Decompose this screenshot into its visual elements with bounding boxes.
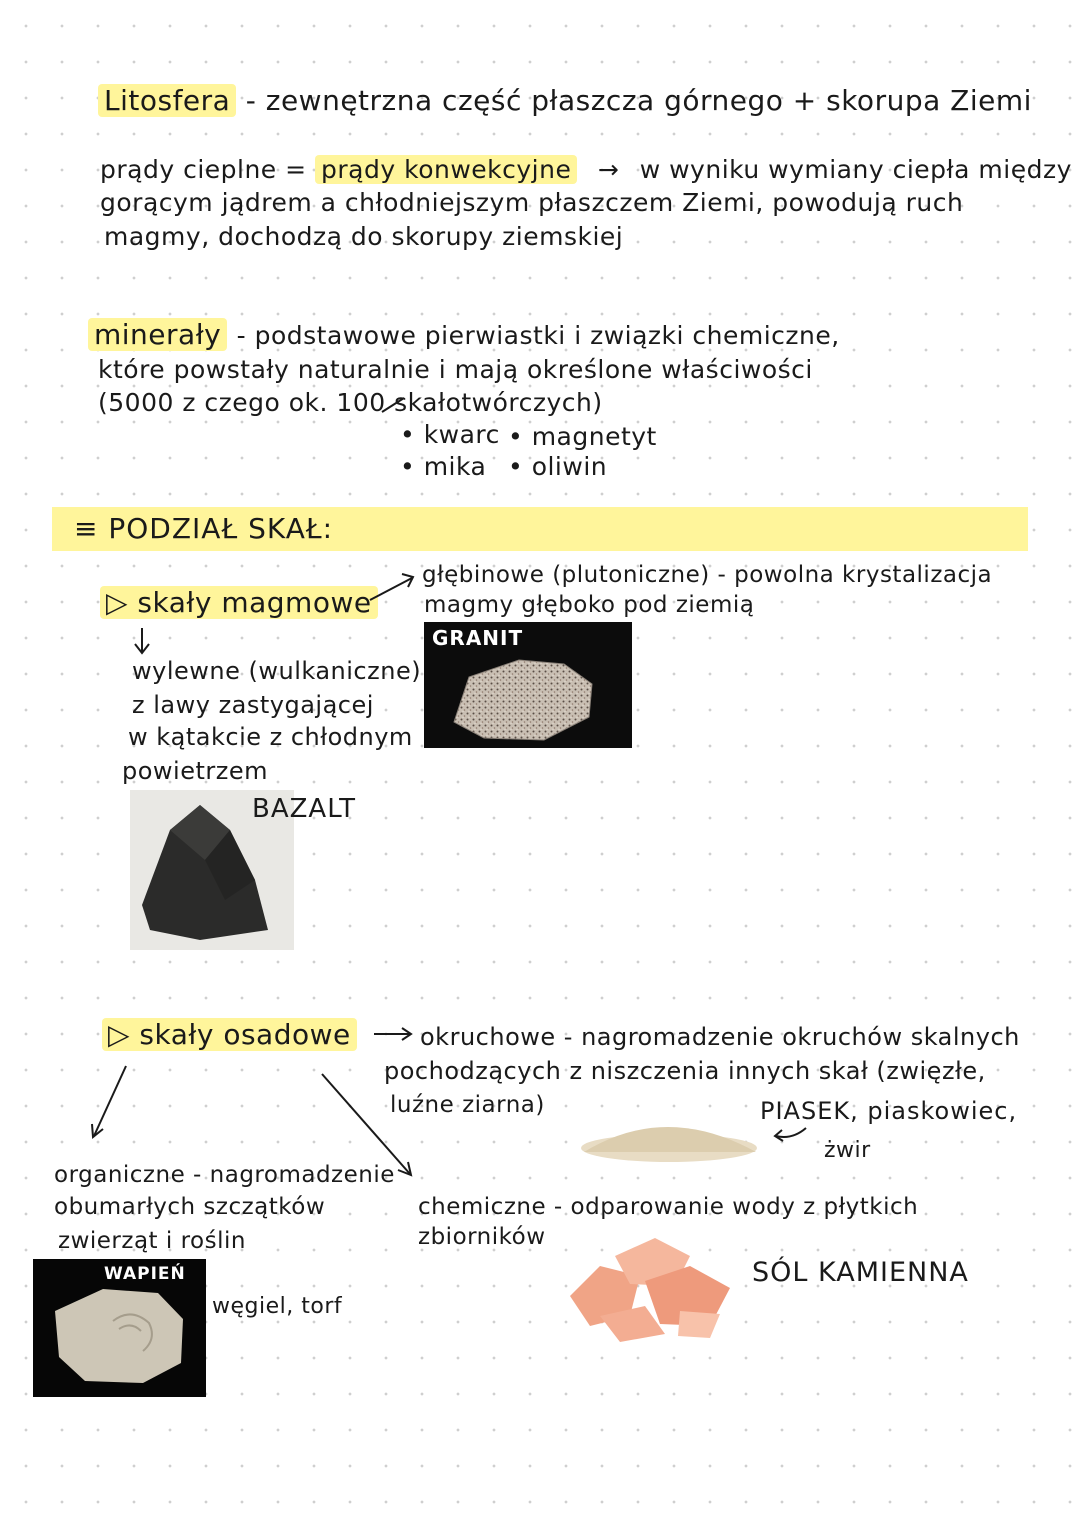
mineraly-term: minerały [88, 318, 227, 351]
glebinowe-line1: głębinowe (plutoniczne) - powolna krystalizacja [422, 562, 993, 588]
mineraly-line3: (5000 z czego ok. 100 skałotwórczych) [98, 388, 603, 417]
prady-line1-rest: w wyniku wymiany ciepła między [639, 155, 1072, 184]
osadowe-title: ▷ skały osadowe [102, 1018, 357, 1051]
chemiczne-line1: chemiczne - odparowanie wody z płytkich [418, 1194, 919, 1220]
wylewne-line2: z lawy zastygającej [132, 691, 374, 719]
wapien-label: WAPIEŃ [104, 1264, 186, 1284]
prady-term1: prądy cieplne = [100, 155, 316, 184]
magmowe-title: ▷ skały magmowe [100, 586, 378, 619]
arrow-to-chemiczne [322, 1074, 410, 1174]
organiczne-line2: obumarłych szczątków [54, 1194, 326, 1220]
okruchowe-line3: luźne ziarna) [390, 1092, 545, 1118]
piasek-label: PIASEK [760, 1097, 851, 1125]
okruchowe-line1: okruchowe - nagromadzenie okruchów skalnych [420, 1023, 1020, 1051]
mineral-example: • kwarc [400, 420, 500, 449]
prady-term2: prądy konwekcyjne [315, 155, 577, 184]
litosfera-term: Litosfera [98, 84, 236, 117]
sol-label: SÓL KAMIENNA [752, 1257, 969, 1288]
wylewne-line1: wylewne (wulkaniczne) [132, 657, 422, 685]
piasek-extra: , piaskowiec, [850, 1097, 1018, 1125]
okruchowe-line2: pochodzących z niszczenia innych skał (zwięzłe, [384, 1057, 986, 1085]
chemiczne-line2: zbiorników [418, 1224, 546, 1250]
organiczne-line3: zwierząt i roślin [58, 1228, 246, 1254]
bazalt-label: BAZALT [252, 794, 357, 824]
glebinowe-line2: magmy głęboko pod ziemią [424, 592, 755, 618]
mineraly-def1: - podstawowe pierwiastki i związki chemiczne, [236, 321, 840, 350]
prady-line3: magmy, dochodzą do skorupy ziemskiej [104, 222, 624, 251]
mineral-example: • magnetyt [508, 422, 657, 451]
granit-label: GRANIT [432, 626, 524, 650]
wegiel-text: węgiel, torf [212, 1294, 343, 1319]
equiv-icon: ≡ [74, 512, 99, 545]
wylewne-line4: powietrzem [122, 757, 268, 785]
tick-mark [382, 398, 404, 412]
zwir-text: żwir [824, 1138, 871, 1163]
mineral-example: • oliwin [508, 452, 608, 481]
mineraly-line2: które powstały naturalnie i mają określone właściwości [98, 355, 813, 384]
arrow-to-glebinowe [370, 578, 412, 600]
mineral-example: • mika [400, 452, 487, 481]
podzial-title: PODZIAŁ SKAŁ: [108, 512, 334, 545]
organiczne-line1: organiczne - nagromadzenie [54, 1162, 395, 1188]
arrow-right-icon: → [597, 155, 620, 184]
wylewne-line3: w kątakcie z chłodnym [128, 723, 413, 751]
prady-line2: gorącym jądrem a chłodniejszym płaszczem Ziemi, powodują ruch [100, 188, 964, 217]
arrow-head [775, 1130, 783, 1141]
litosfera-definition: - zewnętrzna część płaszcza górnego + skorupa Ziemi [245, 84, 1032, 117]
arrow-to-organiczne [94, 1066, 126, 1136]
